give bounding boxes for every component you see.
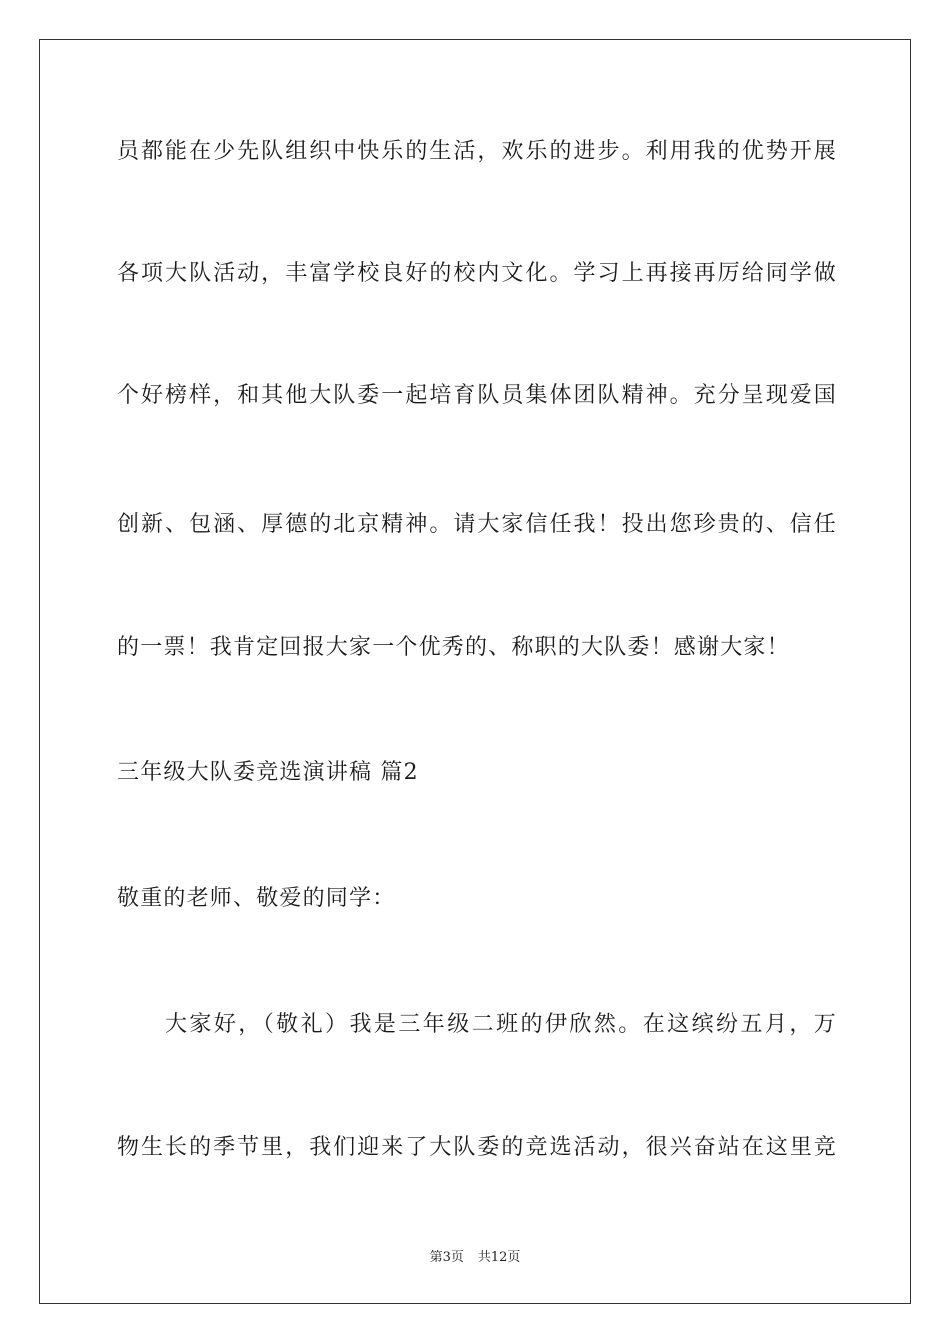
section-heading: 三年级大队委竞选演讲稿 篇2 xyxy=(117,760,419,785)
body-line-7: 物生长的季节里，我们迎来了大队委的竞选活动，很兴奋站在这里竞 xyxy=(117,1135,837,1160)
page-footer xyxy=(0,1250,950,1266)
body-line-6: 大家好，（敬礼）我是三年级二班的伊欣然。在这缤纷五月，万 xyxy=(165,1012,837,1037)
body-line-3: 个好榜样，和其他大队委一起培育队员集体团队精神。充分呈现爱国 xyxy=(117,383,837,408)
body-line-5: 的一票！我肯定回报大家一个优秀的、称职的大队委！感谢大家！ xyxy=(117,635,790,660)
body-line-4: 创新、包涵、厚德的北京精神。请大家信任我！投出您珍贵的、信任 xyxy=(117,512,837,537)
page-border xyxy=(39,39,911,1304)
body-line-1: 员都能在少先队组织中快乐的生活，欢乐的进步。利用我的优势开展 xyxy=(117,139,837,164)
page-total: 共12页 xyxy=(477,1250,521,1265)
body-line-2: 各项大队活动，丰富学校良好的校内文化。学习上再接再厉给同学做 xyxy=(117,261,837,286)
page-number: 第3页 xyxy=(429,1250,464,1265)
salutation: 敬重的老师、敬爱的同学： xyxy=(117,886,396,911)
